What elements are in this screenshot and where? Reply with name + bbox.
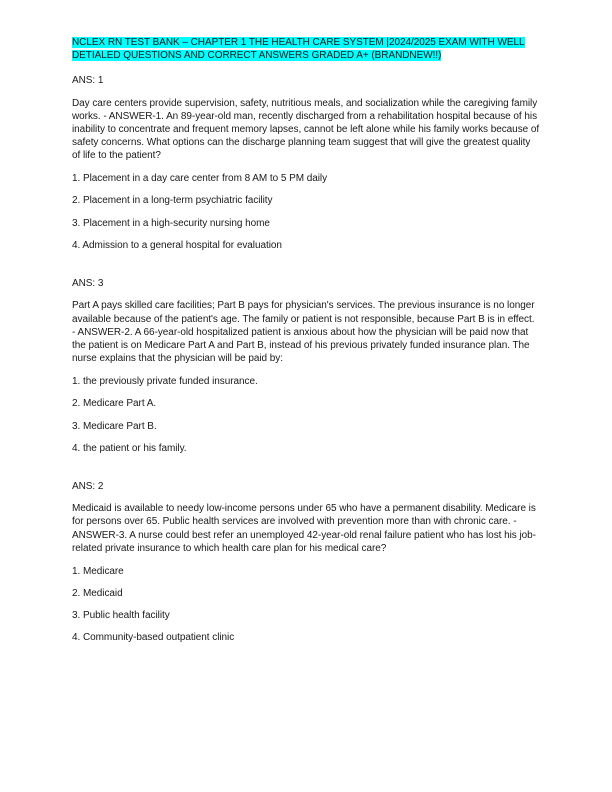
answer-option: 3. Placement in a high-security nursing home (72, 217, 270, 229)
rationale-and-question: Part A pays skilled care facilities; Part B pays for physician's services. The previous insurance is no longer available because of the patient's age. The family or patient is not responsible, because Part B is in effect. - ANSWER-2. A 66-year-old hospitalized patient is anxious about how the physician will be paid now that the patient is on Medicare Part A and Part B, instead of his previous privately funded insurance plan. The nurse explains that the physician will be paid by: (72, 300, 535, 365)
question-block-1 (72, 74, 540, 252)
rationale-and-question: Day care centers provide supervision, safety, nutritious meals, and socialization while the caregiving family works. - ANSWER-1. An 89-year-old man, recently discharged from a rehabilitation hospital because of his inability to concentrate and frequent memory lapses, cannot be left alone while his family works because of safety concerns. What options can the discharge planning team suggest that will give the greatest quality of life to the patient? (72, 97, 540, 162)
answer-option: 4. Admission to a general hospital for evaluation (72, 240, 282, 252)
question-block-2 (72, 277, 540, 455)
answer-option: 1. Medicare (72, 565, 124, 577)
answer-option: 3. Public health facility (72, 610, 170, 622)
answer-key: ANS: 3 (72, 278, 104, 290)
answer-option: 2. Placement in a long-term psychiatric facility (72, 195, 273, 207)
answer-option: 3. Medicare Part B. (72, 420, 157, 432)
highlighted-title-text: NCLEX RN TEST BANK – CHAPTER 1 THE HEALTH CARE SYSTEM |2024/2025 EXAM WITH WELL DETIALED QUESTIONS AND CORRECT ANSWERS GRADED A+ (BRANDNEW!!) (72, 37, 525, 62)
answer-key: ANS: 1 (72, 75, 104, 87)
answer-option: 2. Medicaid (72, 587, 123, 599)
answer-key: ANS: 2 (72, 481, 104, 493)
answer-option: 4. Community-based outpatient clinic (72, 632, 235, 644)
answer-option: 1. the previously private funded insurance. (72, 375, 258, 387)
answer-option: 1. Placement in a day care center from 8 AM to 5 PM daily (72, 173, 328, 185)
document-title (72, 36, 540, 62)
question-block-3 (72, 480, 540, 645)
rationale-and-question: Medicaid is available to needy low-income persons under 65 who have a permanent disability. Medicare is for persons over 65. Public health services are involved with prevention more than with chronic care. - ANSWER-3. A nurse could best refer an unemployed 42-year-old renal failure patient who has lost his job-related private insurance to which health care plan for his medical care? (72, 503, 536, 554)
answer-option: 2. Medicare Part A. (72, 398, 157, 410)
answer-option: 4. the patient or his family. (72, 442, 187, 454)
